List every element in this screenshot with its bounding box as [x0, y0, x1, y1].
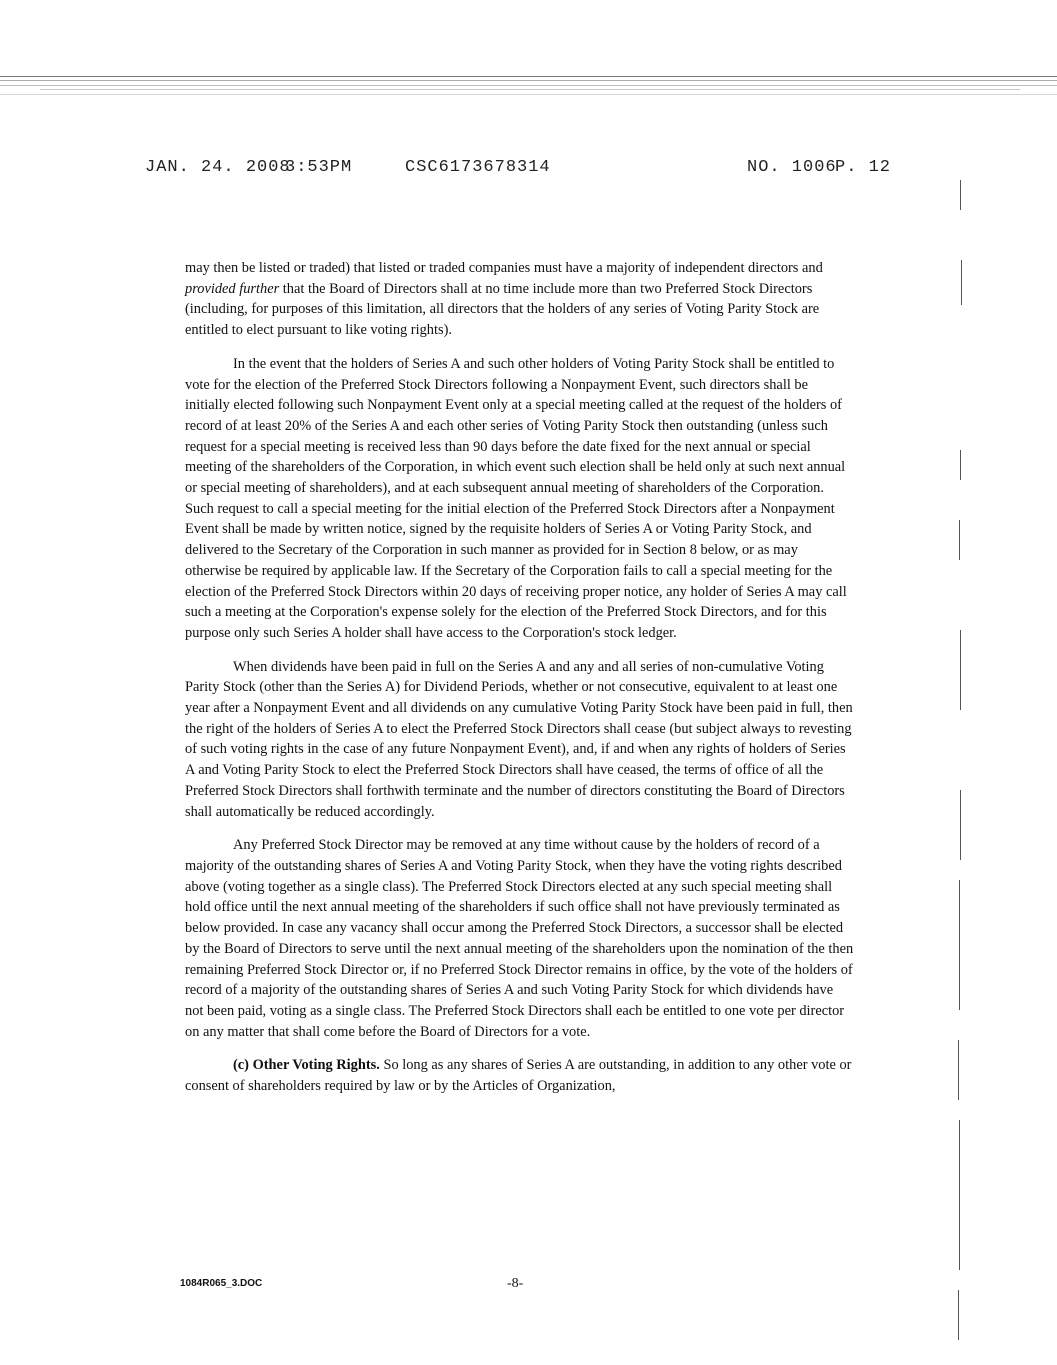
section-heading-other-voting-rights: (c) Other Voting Rights. [233, 1057, 380, 1074]
paragraph-2: In the event that the holders of Series A and such other holders of Voting Parity Stock shall be entitled to vote for the election of the Preferred Stock Directors following a Nonpayment Event, such directors shall be initially elected following such Nonpayment Event only at a special meeting called at the request of the holders of record of at least 20% of the Series A and each other series of Voting Parity Stock then outstanding (unless such request for a special meeting is received less than 90 days before the date fixed for the next annual or special meeting of the shareholders of the Corporation, in which event such election shall be held only at such next annual or special meeting of shareholders), and at each subsequent annual meeting of shareholders of the Corporation. Such request to call a special meeting for the initial election of the Preferred Stock Directors after a Nonpayment Event shall be made by written notice, signed by the requisite holders of Series A or Voting Parity Stock, and delivered to the Secretary of the Corporation in such manner as provided for in Section 8 below, or as may otherwise be required by applicable law. If the Secretary of the Corporation fails to call a special meeting for the election of the Preferred Stock Directors within 20 days of receiving proper notice, any holder of Series A may call such a meeting at the Corporation's expense solely for the election of the Preferred Stock Directors, and for this purpose only such Series A holder shall have access to the Corporation's stock ledger. [185, 355, 847, 641]
paragraph-5 [185, 1055, 855, 1096]
fax-page: P. 12 [835, 158, 892, 177]
paragraph-1 [185, 258, 855, 341]
document-body [185, 258, 855, 1110]
fax-scan-lines [0, 72, 1057, 102]
scan-margin-marks [940, 170, 980, 1350]
paragraph-5-text: So long as any shares of Series A are outstanding, in addition to any other vote or consent of shareholders required by law or by the Articles of Organization, [185, 1057, 852, 1095]
paragraph-1-italic: provided further [185, 280, 280, 297]
paragraph-1-part-a: may then be listed or traded) that listed or traded companies must have a majority of independent directors and [185, 260, 823, 276]
paragraph-4: Any Preferred Stock Director may be removed at any time without cause by the holders of record of a majority of the outstanding shares of Series A and Voting Parity Stock, when they have the voting rights described above (voting together as a single class). The Preferred Stock Directors elected at any such special meeting shall hold office until the next annual meeting of the shareholders if such office shall not have previously terminated as below provided. In case any vacancy shall occur among the Preferred Stock Directors, a successor shall be elected by the Board of Directors to serve until the next annual meeting of the shareholders upon the nomination of the then remaining Preferred Stock Director or, if no Preferred Stock Director remains in office, by the vote of the holders of record of a majority of the outstanding shares of Series A and such Voting Parity Stock for which dividends have not been paid, voting as a single class. The Preferred Stock Directors shall each be entitled to one vote per director on any matter that shall come before the Board of Directors for a vote. [185, 837, 854, 1040]
fax-number: NO. 1006 [747, 158, 837, 177]
page-number: -8- [507, 1276, 524, 1291]
paragraph-3: When dividends have been paid in full on the Series A and any and all series of non-cumulative Voting Parity Stock (other than the Series A) for Dividend Periods, whether or not consecutive, equivalent to at least one year after a Nonpayment Event and all dividends on any cumulative Voting Parity Stock have been paid in full, then the right of the holders of Series A to elect the Preferred Stock Directors shall cease (but subject always to revesting of such voting rights in the case of any future Nonpayment Event), and, if and when any rights of holders of Series A and Voting Parity Stock to elect the Preferred Stock Directors shall have ceased, the terms of office of all the Preferred Stock Directors shall forthwith terminate and the number of directors constituting the Board of Directors shall automatically be reduced accordingly. [185, 658, 853, 820]
fax-time: 3:53PM [285, 158, 353, 177]
fax-sender-id: CSC6173678314 [405, 158, 551, 177]
fax-date: JAN. 24. 2008 [145, 158, 291, 177]
paragraph-1-part-b: that the Board of Directors shall at no time include more than two Preferred Stock Directors (including, for purposes of this limitation, all directors that the holders of any series of Voting Parity Stock are entitled to elect pursuant to like voting rights). [185, 280, 820, 339]
document-id: 1084R065_3.DOC [180, 1278, 263, 1289]
fax-header [145, 158, 892, 180]
